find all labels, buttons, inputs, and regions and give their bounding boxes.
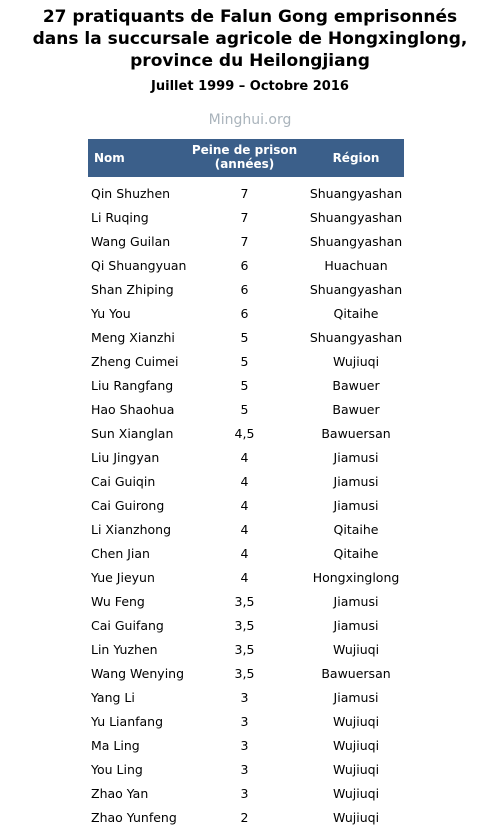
- cell-name: Yang Li: [91, 690, 135, 705]
- cell-sentence: 5: [240, 378, 249, 393]
- cell-region: Wujiuqi: [332, 738, 380, 753]
- cell-region: Wujiuqi: [332, 786, 380, 801]
- cell-sentence: 5: [240, 354, 249, 369]
- cell-name: Chen Jian: [91, 546, 150, 561]
- cell-name: Meng Xianzhi: [91, 330, 175, 345]
- table-row: [88, 782, 404, 806]
- cell-name: Hao Shaohua: [91, 402, 175, 417]
- table-row: [88, 278, 404, 302]
- cell-sentence: 3: [240, 786, 249, 801]
- cell-name: Qi Shuangyuan: [91, 258, 187, 273]
- cell-region: Bawuersan: [321, 426, 391, 441]
- header-sentence: [181, 143, 308, 171]
- table-header: [88, 139, 404, 177]
- table-row: [88, 590, 404, 614]
- cell-region: Hongxinglong: [312, 570, 400, 585]
- cell-name: Zhao Yunfeng: [91, 810, 177, 825]
- cell-sentence: 2: [240, 810, 249, 825]
- table-row: [88, 806, 404, 830]
- cell-name: Li Ruqing: [91, 210, 149, 225]
- cell-region: Wujiuqi: [332, 354, 380, 369]
- cell-sentence: 4: [240, 474, 249, 489]
- cell-region: Bawuer: [332, 378, 380, 393]
- table-row: [88, 758, 404, 782]
- cell-name: Qin Shuzhen: [91, 186, 171, 201]
- table-row: [88, 470, 404, 494]
- cell-sentence: 3,5: [234, 666, 255, 681]
- cell-sentence: 3: [240, 738, 249, 753]
- table-row: [88, 302, 404, 326]
- cell-sentence: 3,5: [234, 618, 255, 633]
- cell-region: Shuangyashan: [309, 234, 403, 249]
- cell-region: Shuangyashan: [309, 330, 403, 345]
- cell-name: Shan Zhiping: [91, 282, 174, 297]
- table-row: [88, 230, 404, 254]
- prisoners-table: [88, 139, 404, 830]
- header-region: Région: [332, 151, 380, 165]
- cell-region: Shuangyashan: [309, 210, 403, 225]
- cell-region: Jiamusi: [333, 498, 379, 513]
- header-name: Nom: [94, 151, 125, 165]
- cell-region: Qitaihe: [333, 522, 379, 537]
- cell-name: Cai Guifang: [91, 618, 164, 633]
- cell-sentence: 3: [240, 690, 249, 705]
- cell-name: You Ling: [91, 762, 143, 777]
- cell-sentence: 4: [240, 450, 249, 465]
- header-sentence-line-2: (années): [214, 157, 275, 171]
- table-title: [0, 6, 500, 72]
- table-body: [88, 182, 404, 830]
- table-row: [88, 446, 404, 470]
- title-line-3: province du Heilongjiang: [130, 51, 370, 71]
- cell-name: Wu Feng: [91, 594, 145, 609]
- table-row: [88, 542, 404, 566]
- cell-region: Jiamusi: [333, 594, 379, 609]
- table-row: [88, 326, 404, 350]
- table-row: [88, 662, 404, 686]
- cell-sentence: 3: [240, 762, 249, 777]
- cell-region: Wujiuqi: [332, 714, 380, 729]
- cell-region: Wujiuqi: [332, 642, 380, 657]
- table-row: [88, 206, 404, 230]
- table-row: [88, 422, 404, 446]
- table-row: [88, 710, 404, 734]
- cell-sentence: 5: [240, 402, 249, 417]
- cell-name: Wang Guilan: [91, 234, 171, 249]
- cell-region: Jiamusi: [333, 450, 379, 465]
- cell-name: Sun Xianglan: [91, 426, 174, 441]
- table-row: [88, 638, 404, 662]
- cell-sentence: 4: [240, 522, 249, 537]
- title-line-2: dans la succursale agricole de Hongxinglong,: [32, 29, 468, 49]
- cell-sentence: 3,5: [234, 594, 255, 609]
- cell-sentence: 4: [240, 570, 249, 585]
- cell-region: Wujiuqi: [332, 762, 380, 777]
- cell-name: Cai Guiqin: [91, 474, 156, 489]
- title-line-1: 27 pratiquants de Falun Gong emprisonnés: [42, 7, 458, 27]
- cell-sentence: 3,5: [234, 642, 255, 657]
- cell-sentence: 7: [240, 234, 249, 249]
- table-row: [88, 182, 404, 206]
- cell-name: Yu You: [91, 306, 131, 321]
- table-row: [88, 398, 404, 422]
- table-row: [88, 350, 404, 374]
- cell-sentence: 4: [240, 498, 249, 513]
- cell-name: Lin Yuzhen: [91, 642, 158, 657]
- cell-name: Yue Jieyun: [91, 570, 155, 585]
- source-watermark: Minghui.org: [208, 112, 292, 128]
- cell-sentence: 5: [240, 330, 249, 345]
- cell-sentence: 6: [240, 258, 249, 273]
- date-range-subtitle: Juillet 1999 – Octobre 2016: [151, 79, 349, 94]
- table-row: [88, 614, 404, 638]
- cell-sentence: 6: [240, 306, 249, 321]
- cell-sentence: 4,5: [234, 426, 255, 441]
- cell-region: Shuangyashan: [309, 282, 403, 297]
- cell-name: Zheng Cuimei: [91, 354, 179, 369]
- table-row: [88, 374, 404, 398]
- cell-region: Bawuer: [332, 402, 380, 417]
- header-sentence-line-1: Peine de prison: [191, 143, 298, 157]
- cell-sentence: 4: [240, 546, 249, 561]
- cell-name: Liu Rangfang: [91, 378, 174, 393]
- cell-sentence: 7: [240, 186, 249, 201]
- table-row: [88, 518, 404, 542]
- cell-region: Bawuersan: [321, 666, 391, 681]
- cell-region: Qitaihe: [333, 306, 379, 321]
- table-row: [88, 734, 404, 758]
- cell-region: Shuangyashan: [309, 186, 403, 201]
- cell-region: Jiamusi: [333, 474, 379, 489]
- cell-name: Cai Guirong: [91, 498, 165, 513]
- cell-sentence: 3: [240, 714, 249, 729]
- cell-name: Liu Jingyan: [91, 450, 160, 465]
- cell-region: Wujiuqi: [332, 810, 380, 825]
- cell-sentence: 7: [240, 210, 249, 225]
- table-row: [88, 686, 404, 710]
- cell-name: Wang Wenying: [91, 666, 185, 681]
- table-row: [88, 566, 404, 590]
- cell-sentence: 6: [240, 282, 249, 297]
- table-row: [88, 254, 404, 278]
- table-row: [88, 494, 404, 518]
- cell-region: Jiamusi: [333, 618, 379, 633]
- cell-name: Yu Lianfang: [91, 714, 164, 729]
- cell-region: Jiamusi: [333, 690, 379, 705]
- cell-name: Ma Ling: [91, 738, 140, 753]
- cell-region: Huachuan: [324, 258, 388, 273]
- cell-name: Li Xianzhong: [91, 522, 172, 537]
- cell-region: Qitaihe: [333, 546, 379, 561]
- cell-name: Zhao Yan: [91, 786, 149, 801]
